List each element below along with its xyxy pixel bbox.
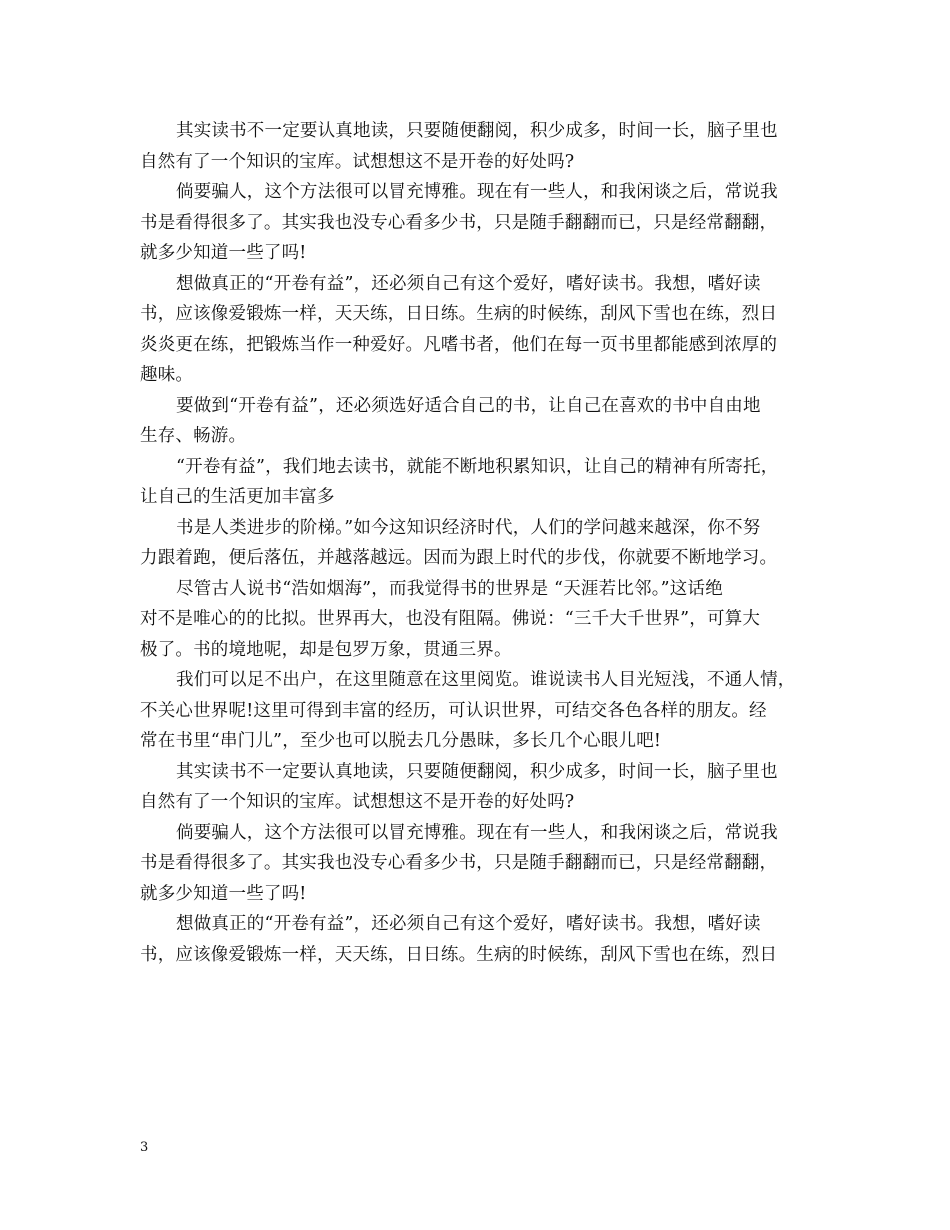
text-line: 让自己的生活更加丰富多 — [140, 487, 335, 507]
text-line: 尽管古人说书“浩如烟海”，而我觉得书的世界是 “天涯若比邻。”这话绝 — [176, 578, 723, 599]
text-line: 自然有了一个知识的宝库。试想想这不是开卷的好处吗? — [140, 151, 575, 172]
text-line: 趣味。 — [140, 365, 194, 385]
text-line: 极了。书的境地呢，却是包罗万象，贯通三界。 — [140, 639, 512, 660]
text-line: 力跟着跑，便后落伍，并越落越远。因而为跟上时代的步伐，你就要不断地学习。 — [140, 548, 778, 568]
text-line: 书是看得很多了。其实我也没专心看多少书，只是随手翻翻而已，只是经常翻翻， — [140, 212, 778, 233]
text-line: 倘要骗人，这个方法很可以冒充博雅。现在有一些人，和我闲谈之后，常说我 — [176, 182, 778, 202]
page-number: 3 — [140, 1140, 149, 1155]
text-line: 自然有了一个知识的宝库。试想想这不是开卷的好处吗? — [140, 792, 575, 812]
text-line: 炎炎更在练，把锻炼当作一种爱好。凡嗜书者，他们在每一页书里都能感到浓厚的 — [140, 334, 778, 355]
text-line: 想做真正的“开卷有益”，还必须自己有这个爱好，嗜好读书。我想，嗜好读 — [176, 914, 761, 934]
text-line: 对不是唯心的的比拟。世界再大，也没有阻隔。佛说：“三千大千世界”，可算大 — [140, 609, 761, 629]
text-line: 倘要骗人，这个方法很可以冒充博雅。现在有一些人，和我闲谈之后，常说我 — [176, 822, 778, 843]
text-line: 就多少知道一些了吗! — [140, 883, 307, 904]
text-line: “开卷有益”，我们地去读书，就能不断地积累知识，让自己的精神有所寄托， — [176, 456, 779, 477]
document-body — [140, 116, 820, 970]
text-line: 其实读书不一定要认真地读，只要随便翻阅，积少成多，时间一长，脑子里也 — [176, 121, 778, 141]
text-line: 书，应该像爱锻炼一样，天天练，日日练。生病的时候练，刮风下雪也在练，烈日 — [140, 944, 778, 965]
text-line: 常在书里“串门儿”，至少也可以脱去几分愚昧，多长几个心眼儿吧! — [140, 731, 662, 751]
text-line: 生存、畅游。 — [140, 426, 247, 446]
text-line: 书是看得很多了。其实我也没专心看多少书，只是随手翻翻而已，只是经常翻翻， — [140, 853, 778, 873]
text-line: 书是人类进步的阶梯。”如今这知识经济时代，人们的学问越来越深，你不努 — [176, 517, 761, 538]
text-line: 想做真正的“开卷有益”，还必须自己有这个爱好，嗜好读书。我想，嗜好读 — [176, 273, 761, 294]
text-line: 要做到“开卷有益”，还必须选好适合自己的书，让自己在喜欢的书中自由地 — [176, 395, 761, 416]
text-line: 不关心世界呢!这里可得到丰富的经历，可认识世界，可结交各色各样的朋友。经 — [140, 700, 767, 721]
text-line: 书，应该像爱锻炼一样，天天练，日日练。生病的时候练，刮风下雪也在练，烈日 — [140, 304, 778, 324]
text-line: 其实读书不一定要认真地读，只要随便翻阅，积少成多，时间一长，脑子里也 — [176, 761, 778, 782]
text-line: 我们可以足不出户，在这里随意在这里阅览。谁说读书人目光短浅，不通人情， — [176, 670, 796, 690]
text-line: 就多少知道一些了吗! — [140, 243, 307, 263]
